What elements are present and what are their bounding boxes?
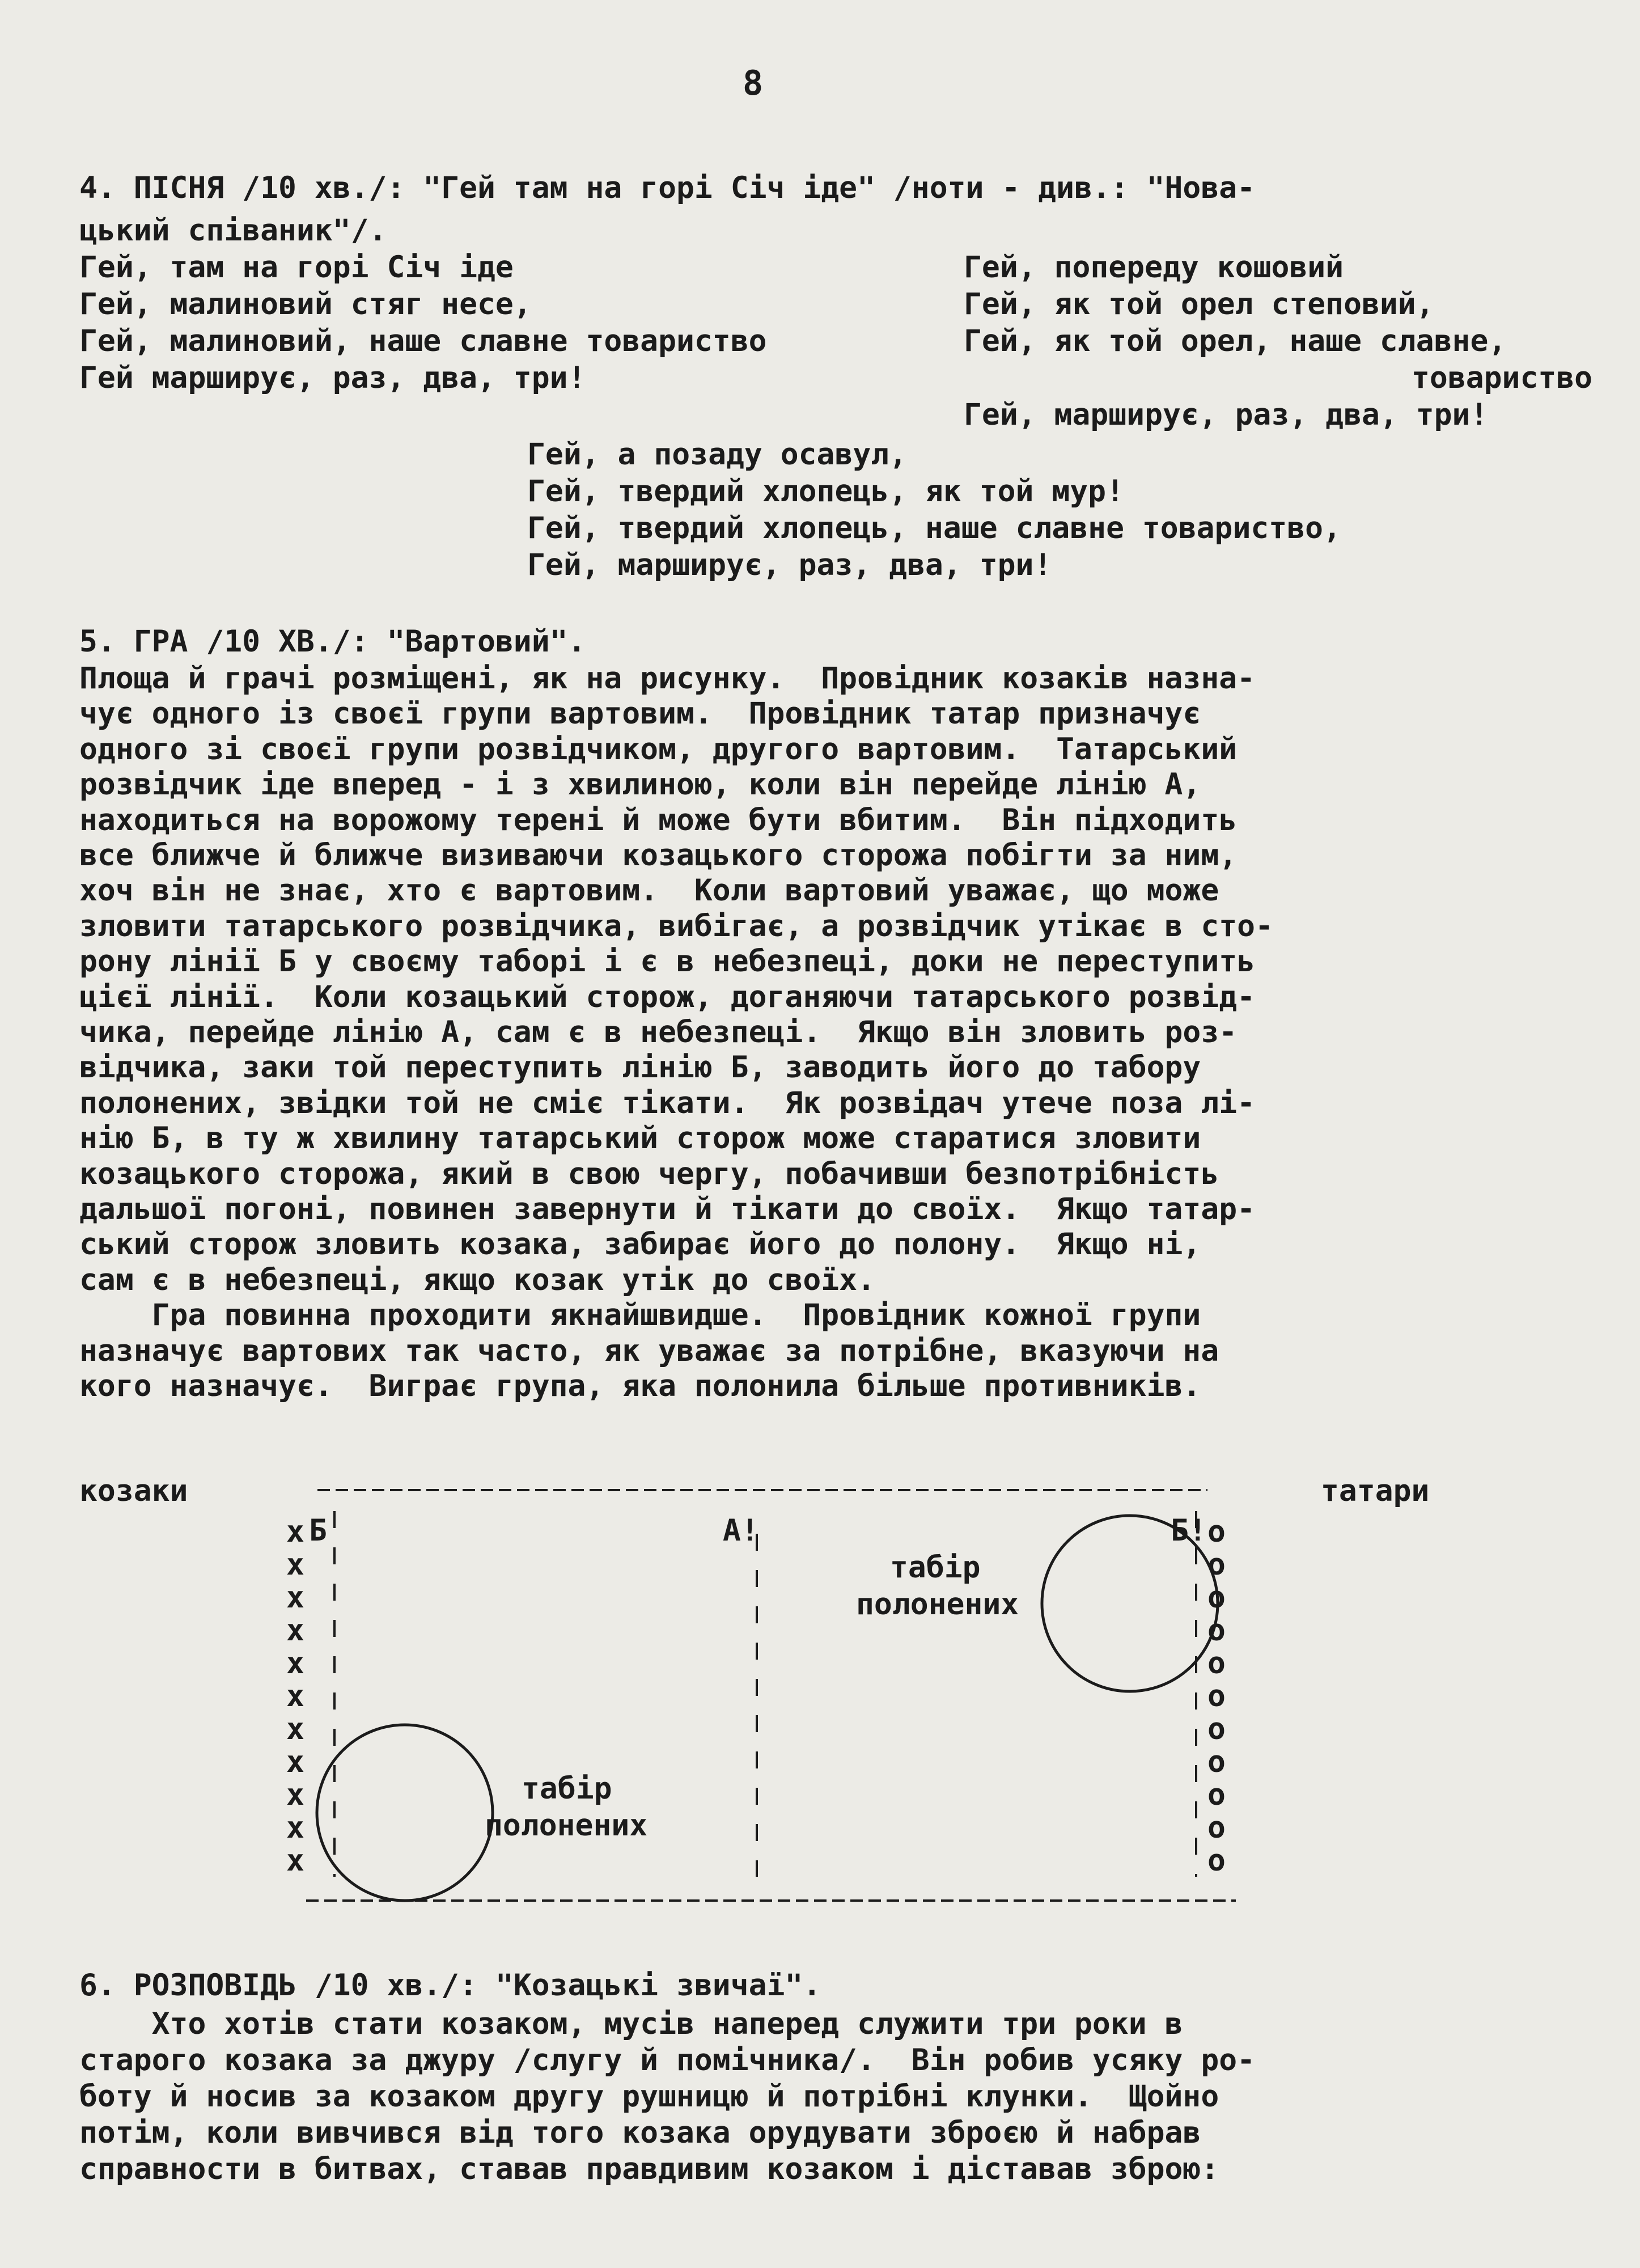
tatar-marker: o bbox=[1207, 1843, 1226, 1878]
tatar-marker: o bbox=[1207, 1810, 1226, 1845]
tatar-marker: o bbox=[1207, 1613, 1226, 1648]
line-b-right-label: Б! bbox=[1171, 1513, 1207, 1548]
cossack-marker: x bbox=[286, 1843, 304, 1878]
cossack-marker: x bbox=[286, 1547, 304, 1582]
song-left-line: Гей, там на горі Січ іде bbox=[79, 250, 514, 285]
line-a-label: А! bbox=[723, 1513, 759, 1548]
story-text-line: потім, коли вивчився від того козака орудувати зброєю й набрав bbox=[79, 2115, 1201, 2150]
camp-bottom-label: полонених bbox=[485, 1808, 648, 1843]
game-text-line: хоч він не знає, хто є вартовим. Коли вартовий уважає, що може bbox=[79, 873, 1219, 908]
cossack-marker: x bbox=[286, 1613, 304, 1648]
tatar-marker: o bbox=[1207, 1778, 1226, 1812]
camp-bottom-circle bbox=[317, 1725, 493, 1901]
game-text-line: ський сторож зловить козака, забирає його до полону. Якщо ні, bbox=[79, 1227, 1201, 1262]
cossack-marker: x bbox=[286, 1810, 304, 1845]
song-left-line: Гей, малиновий, наше славне товариство bbox=[79, 324, 767, 358]
game-text-line: цієї лінії. Коли козацький сторож, доганяючи татарського розвід- bbox=[79, 979, 1256, 1014]
cossack-marker: x bbox=[286, 1745, 304, 1779]
tatar-marker: o bbox=[1207, 1646, 1226, 1681]
story-heading: 6. РОЗПОВІДЬ /10 хв./: "Козацькі звичаї". bbox=[79, 1968, 821, 2003]
cossack-marker: x bbox=[286, 1646, 304, 1681]
label-cossacks: козаки bbox=[79, 1474, 188, 1508]
game-text-line: дальшої погоні, повинен завернути й тікати до своїх. Якщо татар- bbox=[79, 1192, 1256, 1226]
game-text-line: Площа й грачі розміщені, як на рисунку. Провідник козаків назна- bbox=[79, 661, 1256, 696]
song-center-line: Гей, твердий хлопець, як той мур! bbox=[527, 474, 1124, 509]
game-text-line: все ближче й ближче визиваючи козацького сторожа побігти за ним, bbox=[79, 838, 1238, 873]
game-text-line: козацького сторожа, який в свою чергу, побачивши безпотрібність bbox=[79, 1156, 1219, 1191]
game-text-line: чує одного із своєї групи вартовим. Провідник татар призначує bbox=[79, 696, 1201, 731]
line-b-left-label: Б bbox=[309, 1513, 327, 1548]
song-right-line: Гей, попереду кошовий bbox=[964, 250, 1344, 285]
cossack-marker: x bbox=[286, 1712, 304, 1746]
game-text-line: розвідчик іде вперед - і з хвилиною, коли він перейде лінію А, bbox=[79, 767, 1201, 802]
song-right-line: товариство bbox=[1412, 361, 1593, 395]
tatar-marker: o bbox=[1207, 1712, 1226, 1746]
song-right-line: Гей, марширує, раз, два, три! bbox=[964, 397, 1489, 432]
game-heading: 5. ГРА /10 ХВ./: "Вартовий". bbox=[79, 624, 586, 659]
game-text-line: рону лінії Б у своєму таборі і є в небезпеці, доки не переступить bbox=[79, 944, 1256, 979]
page-number: 8 bbox=[743, 64, 764, 103]
song-center-line: Гей, а позаду осавул, bbox=[527, 437, 908, 472]
tatar-marker: o bbox=[1207, 1514, 1226, 1549]
story-text-line: Хто хотів стати козаком, мусів наперед служити три роки в bbox=[79, 2007, 1183, 2041]
label-tatars: татари bbox=[1321, 1474, 1430, 1508]
game-text-line: полонених, звідки той не сміє тікати. Як розвідач утече поза лі- bbox=[79, 1085, 1256, 1120]
game-text-line: кого назначує. Виграє група, яка полонила більше противників. bbox=[79, 1369, 1201, 1403]
game-text-line: відчика, заки той переступить лінію Б, заводить його до табору bbox=[79, 1050, 1201, 1085]
song-heading: 4. ПІСНЯ /10 хв./: "Гей там на горі Січ іде" /ноти - див.: "Нова- bbox=[79, 171, 1256, 205]
story-text-line: справности в битвах, ставав правдивим козаком і діставав зброю: bbox=[79, 2152, 1219, 2186]
camp-bottom-label: табір bbox=[522, 1771, 612, 1806]
song-center-line: Гей, твердий хлопець, наше славне товариство, bbox=[527, 511, 1341, 545]
camp-top-label: табір bbox=[890, 1550, 981, 1585]
game-text-line: одного зі своєї групи розвідчиком, другого вартовим. Татарський bbox=[79, 731, 1238, 767]
tatar-marker: o bbox=[1207, 1679, 1226, 1713]
game-text-line: зловити татарського розвідчика, вибігає, а розвідчик утікає в сто- bbox=[79, 908, 1273, 943]
song-left-line: Гей марширує, раз, два, три! bbox=[79, 361, 586, 395]
cossack-marker: x bbox=[286, 1778, 304, 1812]
song-center-line: Гей, марширує, раз, два, три! bbox=[527, 548, 1052, 582]
song-heading-cont: цький співаник"/. bbox=[79, 213, 387, 248]
tatar-marker: o bbox=[1207, 1580, 1226, 1615]
game-text-line: Гра повинна проходити якнайшвидше. Провідник кожної групи bbox=[79, 1298, 1201, 1333]
story-text-line: старого козака за джуру /слугу й помічника/. Він робив усяку ро- bbox=[79, 2043, 1256, 2077]
cossack-marker: x bbox=[286, 1679, 304, 1713]
game-text-line: нію Б, в ту ж хвилину татарський сторож може старатися зловити bbox=[79, 1121, 1201, 1156]
game-text-line: назначує вартових так часто, як уважає за потрібне, вказуючи на bbox=[79, 1333, 1219, 1368]
song-left-line: Гей, малиновий стяг несе, bbox=[79, 287, 532, 321]
game-text-line: находиться на ворожому терені й може бути вбитим. Він підходить bbox=[79, 802, 1238, 837]
tatar-marker: o bbox=[1207, 1745, 1226, 1779]
song-right-line: Гей, як той орел степовий, bbox=[964, 287, 1434, 321]
camp-top-label: полонених bbox=[856, 1587, 1019, 1622]
cossack-marker: x bbox=[286, 1580, 304, 1615]
game-text-line: чика, перейде лінію А, сам є в небезпеці. Якщо він зловить роз- bbox=[79, 1015, 1238, 1050]
game-text-line: сам є в небезпеці, якщо козак утік до своїх. bbox=[79, 1262, 875, 1297]
tatar-marker: o bbox=[1207, 1547, 1226, 1582]
story-text-line: боту й носив за козаком другу рушницю й потрібні клунки. Щойно bbox=[79, 2079, 1219, 2114]
cossack-marker: x bbox=[286, 1514, 304, 1549]
song-right-line: Гей, як той орел, наше славне, bbox=[964, 324, 1507, 358]
